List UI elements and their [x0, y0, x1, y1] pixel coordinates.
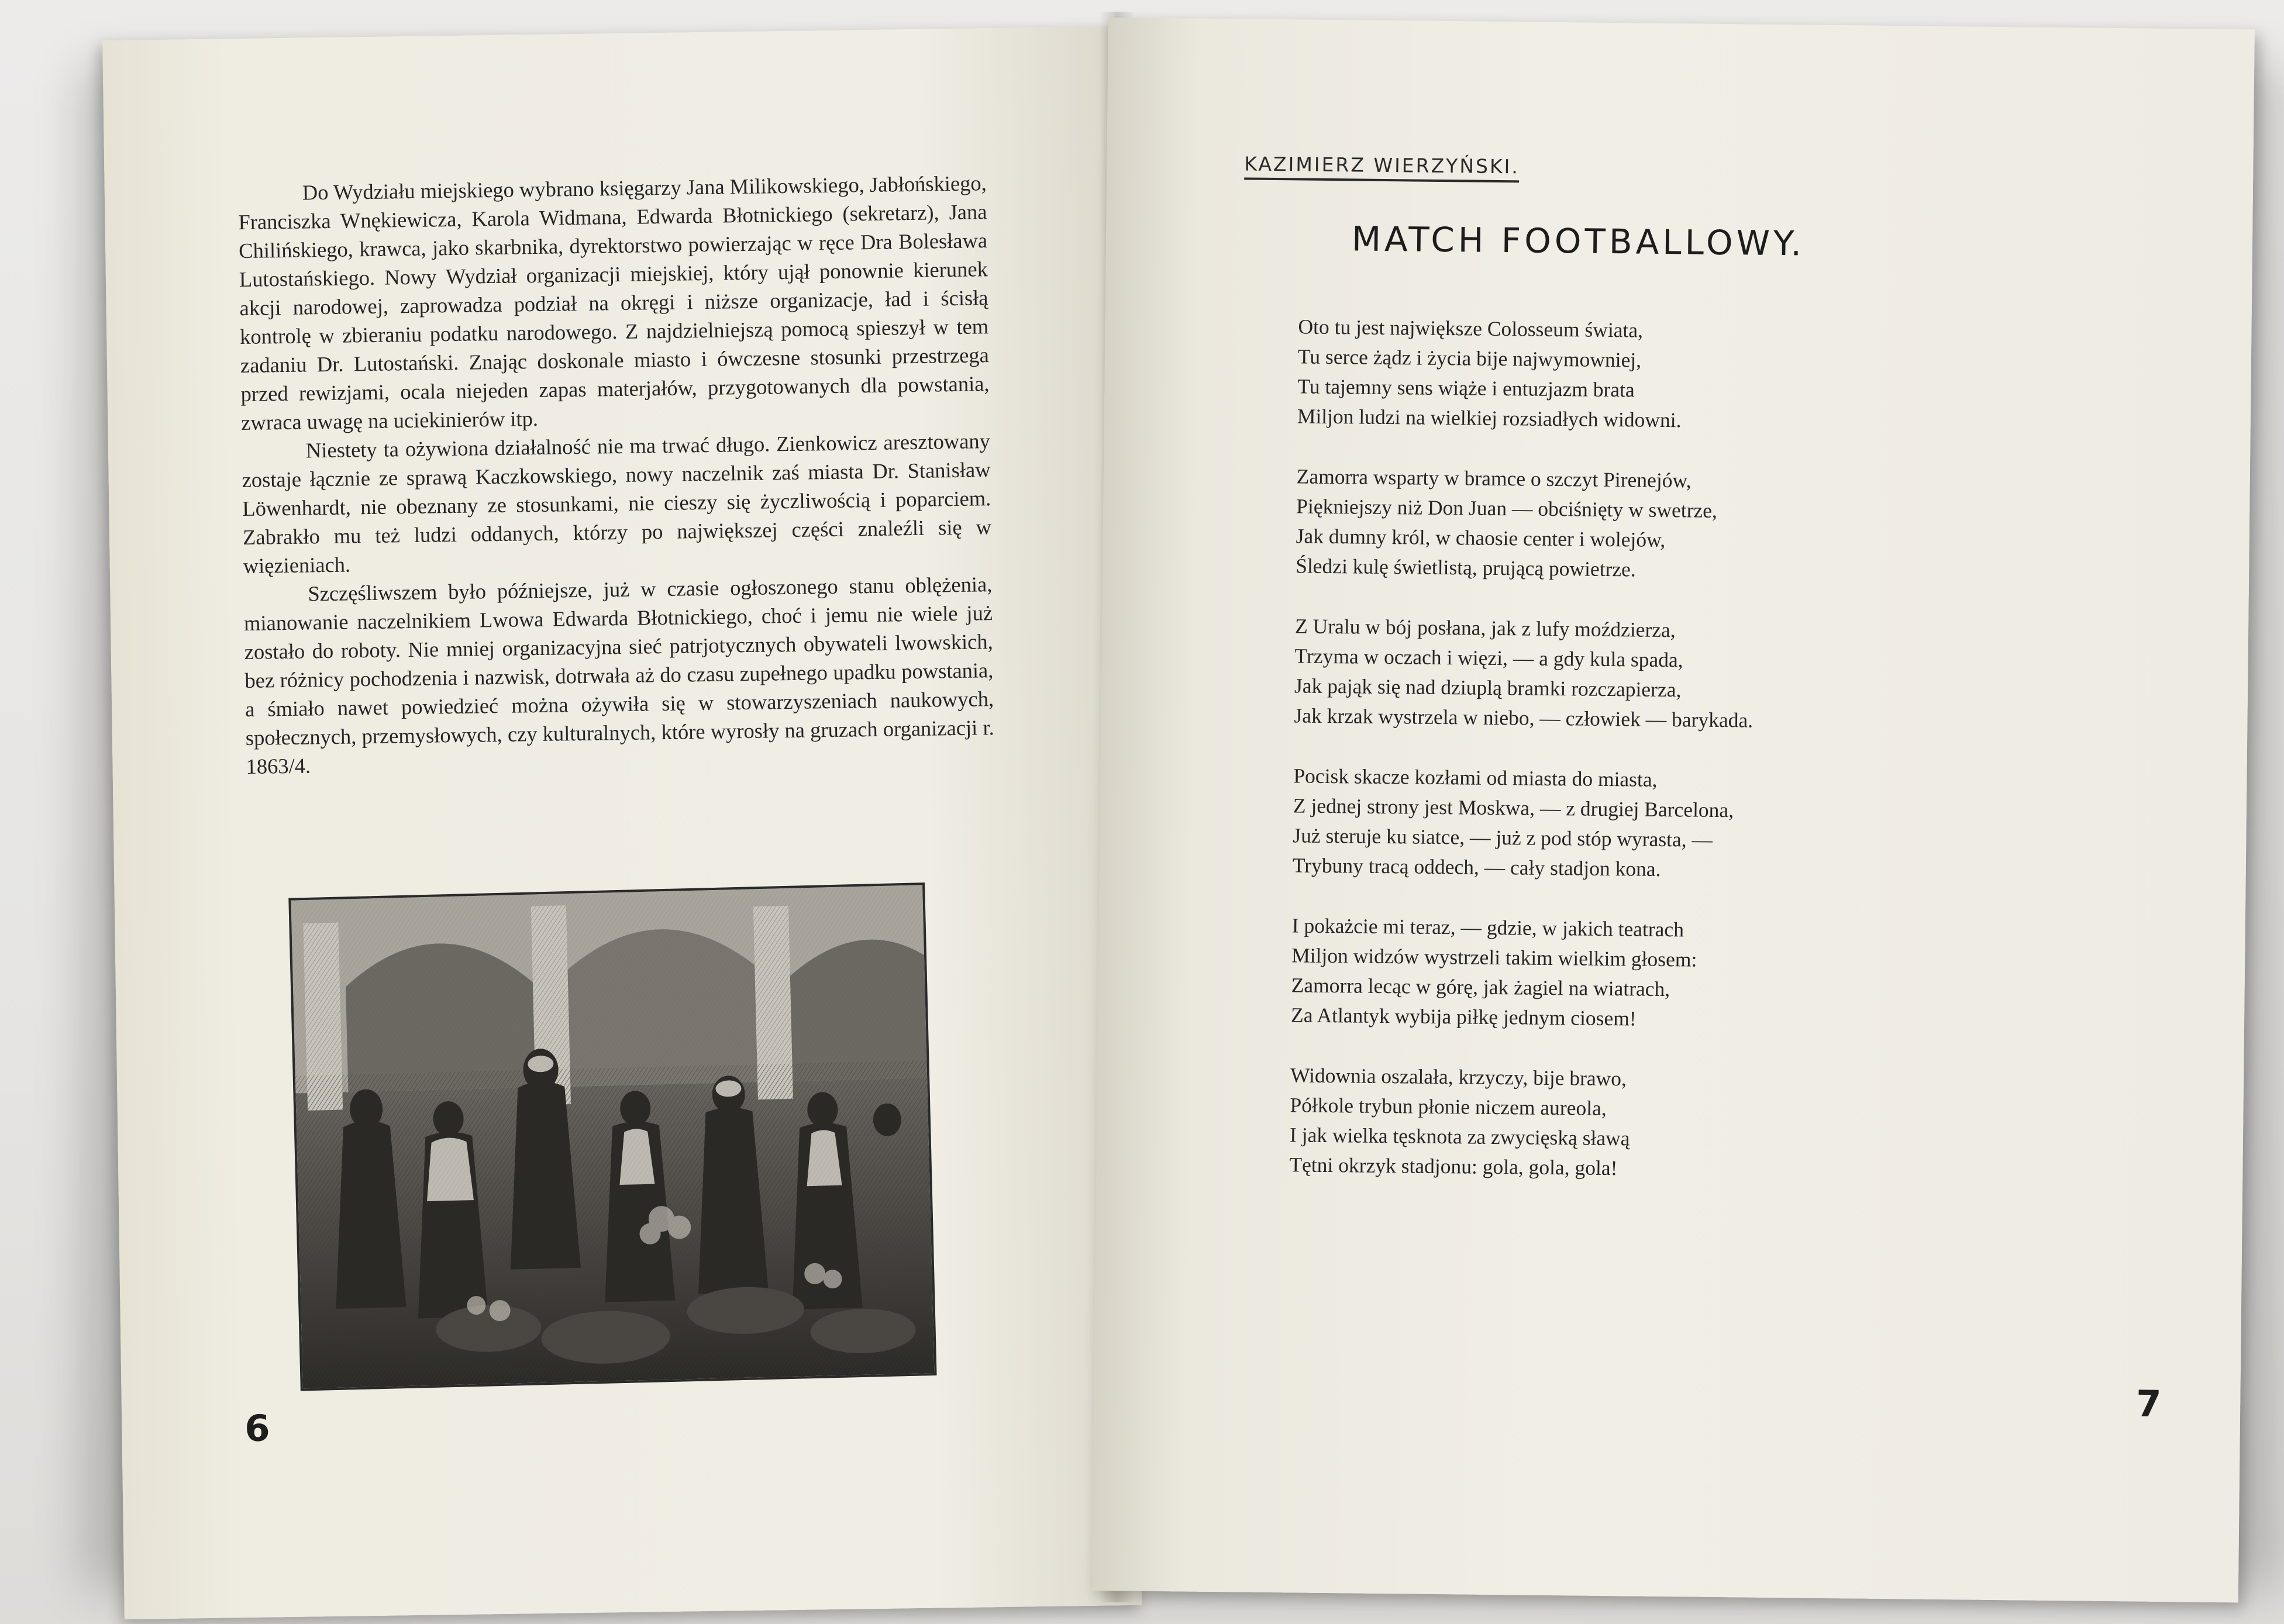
poem-line: I pokażcie mi teraz, — gdzie, w jakich teatrach [1291, 913, 1684, 942]
poem-line: Trybuny tracą oddech, — cały stadjon kona. [1292, 853, 1661, 881]
poem-line: Pocisk skacze kozłami od miasta do miasta, [1293, 764, 1658, 791]
poem-line: Miljon ludzi na wielkiej rozsiadłych widowni. [1297, 404, 1682, 432]
poem-line: Półkole trybun płonie niczem aureola, [1290, 1093, 1607, 1120]
poem-line: Miljon widzów wystrzeli takim wielkim głosem: [1291, 943, 1697, 971]
poem-line: Śledzi kulę świetlistą, prującą powietrze. [1295, 554, 1636, 581]
poem-line: I jak wielka tęsknota za zwycięską sławą [1289, 1123, 1630, 1150]
paragraph-2: Niestety ta ożywiona działalność nie ma trwać długo. Zienkowicz aresztowany zostaje łącznie ze sprawą Kaczkowskiego, nowy naczelnik zaś miasta Dr. Stanisław Löwenhardt, nie obeznany ze stosunkami, nie cieszy się życzliwością i poparciem. Zabrakło mu też ludzi oddanych, którzy po największej części znaleźli się w więzieniach. [242, 429, 992, 578]
stanza [1293, 761, 1996, 888]
poem-line: Widownia oszalała, krzyczy, bije brawo, [1290, 1063, 1627, 1091]
poem-line: Zamorra wsparty w bramce o szczyt Pirenejów, [1296, 464, 1692, 492]
poem-line: Piękniejszy niż Don Juan — obciśnięty w swetrze, [1296, 494, 1718, 522]
poem-line: Jak dumny król, w chaosie center i wolejów, [1296, 524, 1666, 552]
page-number-right: 7 [2135, 1382, 2162, 1425]
poem-line: Już steruje ku siatce, — już z pod stóp wyrasta, — [1293, 823, 1713, 851]
poem-line: Zamorra lecąc w górę, jak żagiel na wiatrach, [1291, 973, 1670, 1001]
page-number-left: 6 [244, 1406, 270, 1450]
stanza [1294, 611, 1997, 738]
poem-line: Z jednej strony jest Moskwa, — z drugiej Barcelona, [1293, 794, 1734, 822]
stanza [1297, 312, 2000, 439]
poem-line: Trzyma w oczach i więzi, — a gdy kula spada, [1294, 644, 1683, 672]
poem-line: Tu serce żądz i życia bije najwymowniej, [1297, 344, 1642, 372]
stanza [1291, 911, 1994, 1037]
poem-line: Tętni okrzyk stadjonu: gola, gola, gola! [1289, 1153, 1618, 1180]
paragraph-1: Do Wydziału miejskiego wybrano księgarzy Jana Milikowskiego, Jabłońskiego, Franciszka Wnękiewicza, Karola Widmana, Edwarda Błotnickiego (sekretarz), Jana Chilińskiego, krawca, jako skarbnika, dyrektorstwo powierzając w ręce Dra Bolesława Lutostańskiego. Nowy Wydział organizacji miejskiej, który ujął ponownie kierunek akcji narodowej, zaprowadza podział na okręgi i niższe organizacje, ład i ścisłą kontrolę w zbieraniu podatku narodowego. Z najdzielniejszą pomocą spieszył w tem zadaniu Dr. Lutostański. Znając doskonale miasto i ówczesne stosunki przestrzega przed rewizjami, ocala niejeden zapas materjałów, przygotowanych dla powstania, zwraca uwagę na uciekinierów itp. [238, 171, 990, 435]
poem-title: MATCH FOOTBALLOWY. [1351, 219, 1806, 264]
market-engraving-illustration [288, 882, 936, 1391]
poem-line: Tu tajemny sens wiąże i entuzjazm brata [1297, 374, 1635, 402]
stanza [1289, 1060, 1992, 1187]
poem-line: Za Atlantyk wybija piłkę jednym ciosem! [1290, 1003, 1637, 1030]
poem-body [1289, 312, 2000, 1217]
poem-line: Jak krzak wystrzela w niebo, — człowiek — barykada. [1294, 704, 1754, 732]
right-page [1092, 18, 2255, 1602]
paragraph-3: Szczęśliwszem było późniejsze, już w czasie ogłoszonego stanu oblężenia, mianowanie naczelnikiem Lwowa Edwarda Błotnickiego, choć i jemu nie wiele już zostało do roboty. Nie mniej organizacyjna sieć patrjotycznych obywateli lwowskich, bez różnicy pochodzenia i nazwisk, dotrwała aż do czasu zupełnego upadku powstania, a śmiało nawet powiedzieć można ożywiła się w stowarzyszeniach naukowych, społecznych, przemysłowych, czy kulturalnych, które wyrosły na gruzach organizacji r. 1863/4. [243, 572, 995, 778]
poem-line: Oto tu jest największe Colosseum świata, [1298, 315, 1644, 342]
poem-line: Z Uralu w bój posłana, jak z lufy moździerza, [1294, 614, 1676, 642]
left-page [102, 26, 1142, 1619]
left-page-text [237, 168, 994, 781]
poem-author: KAZIMIERZ WIERZYŃSKI. [1244, 152, 1520, 182]
stanza [1296, 461, 1999, 588]
poem-line: Jak pająk się nad dziuplą bramki rozczapierza, [1294, 674, 1682, 702]
